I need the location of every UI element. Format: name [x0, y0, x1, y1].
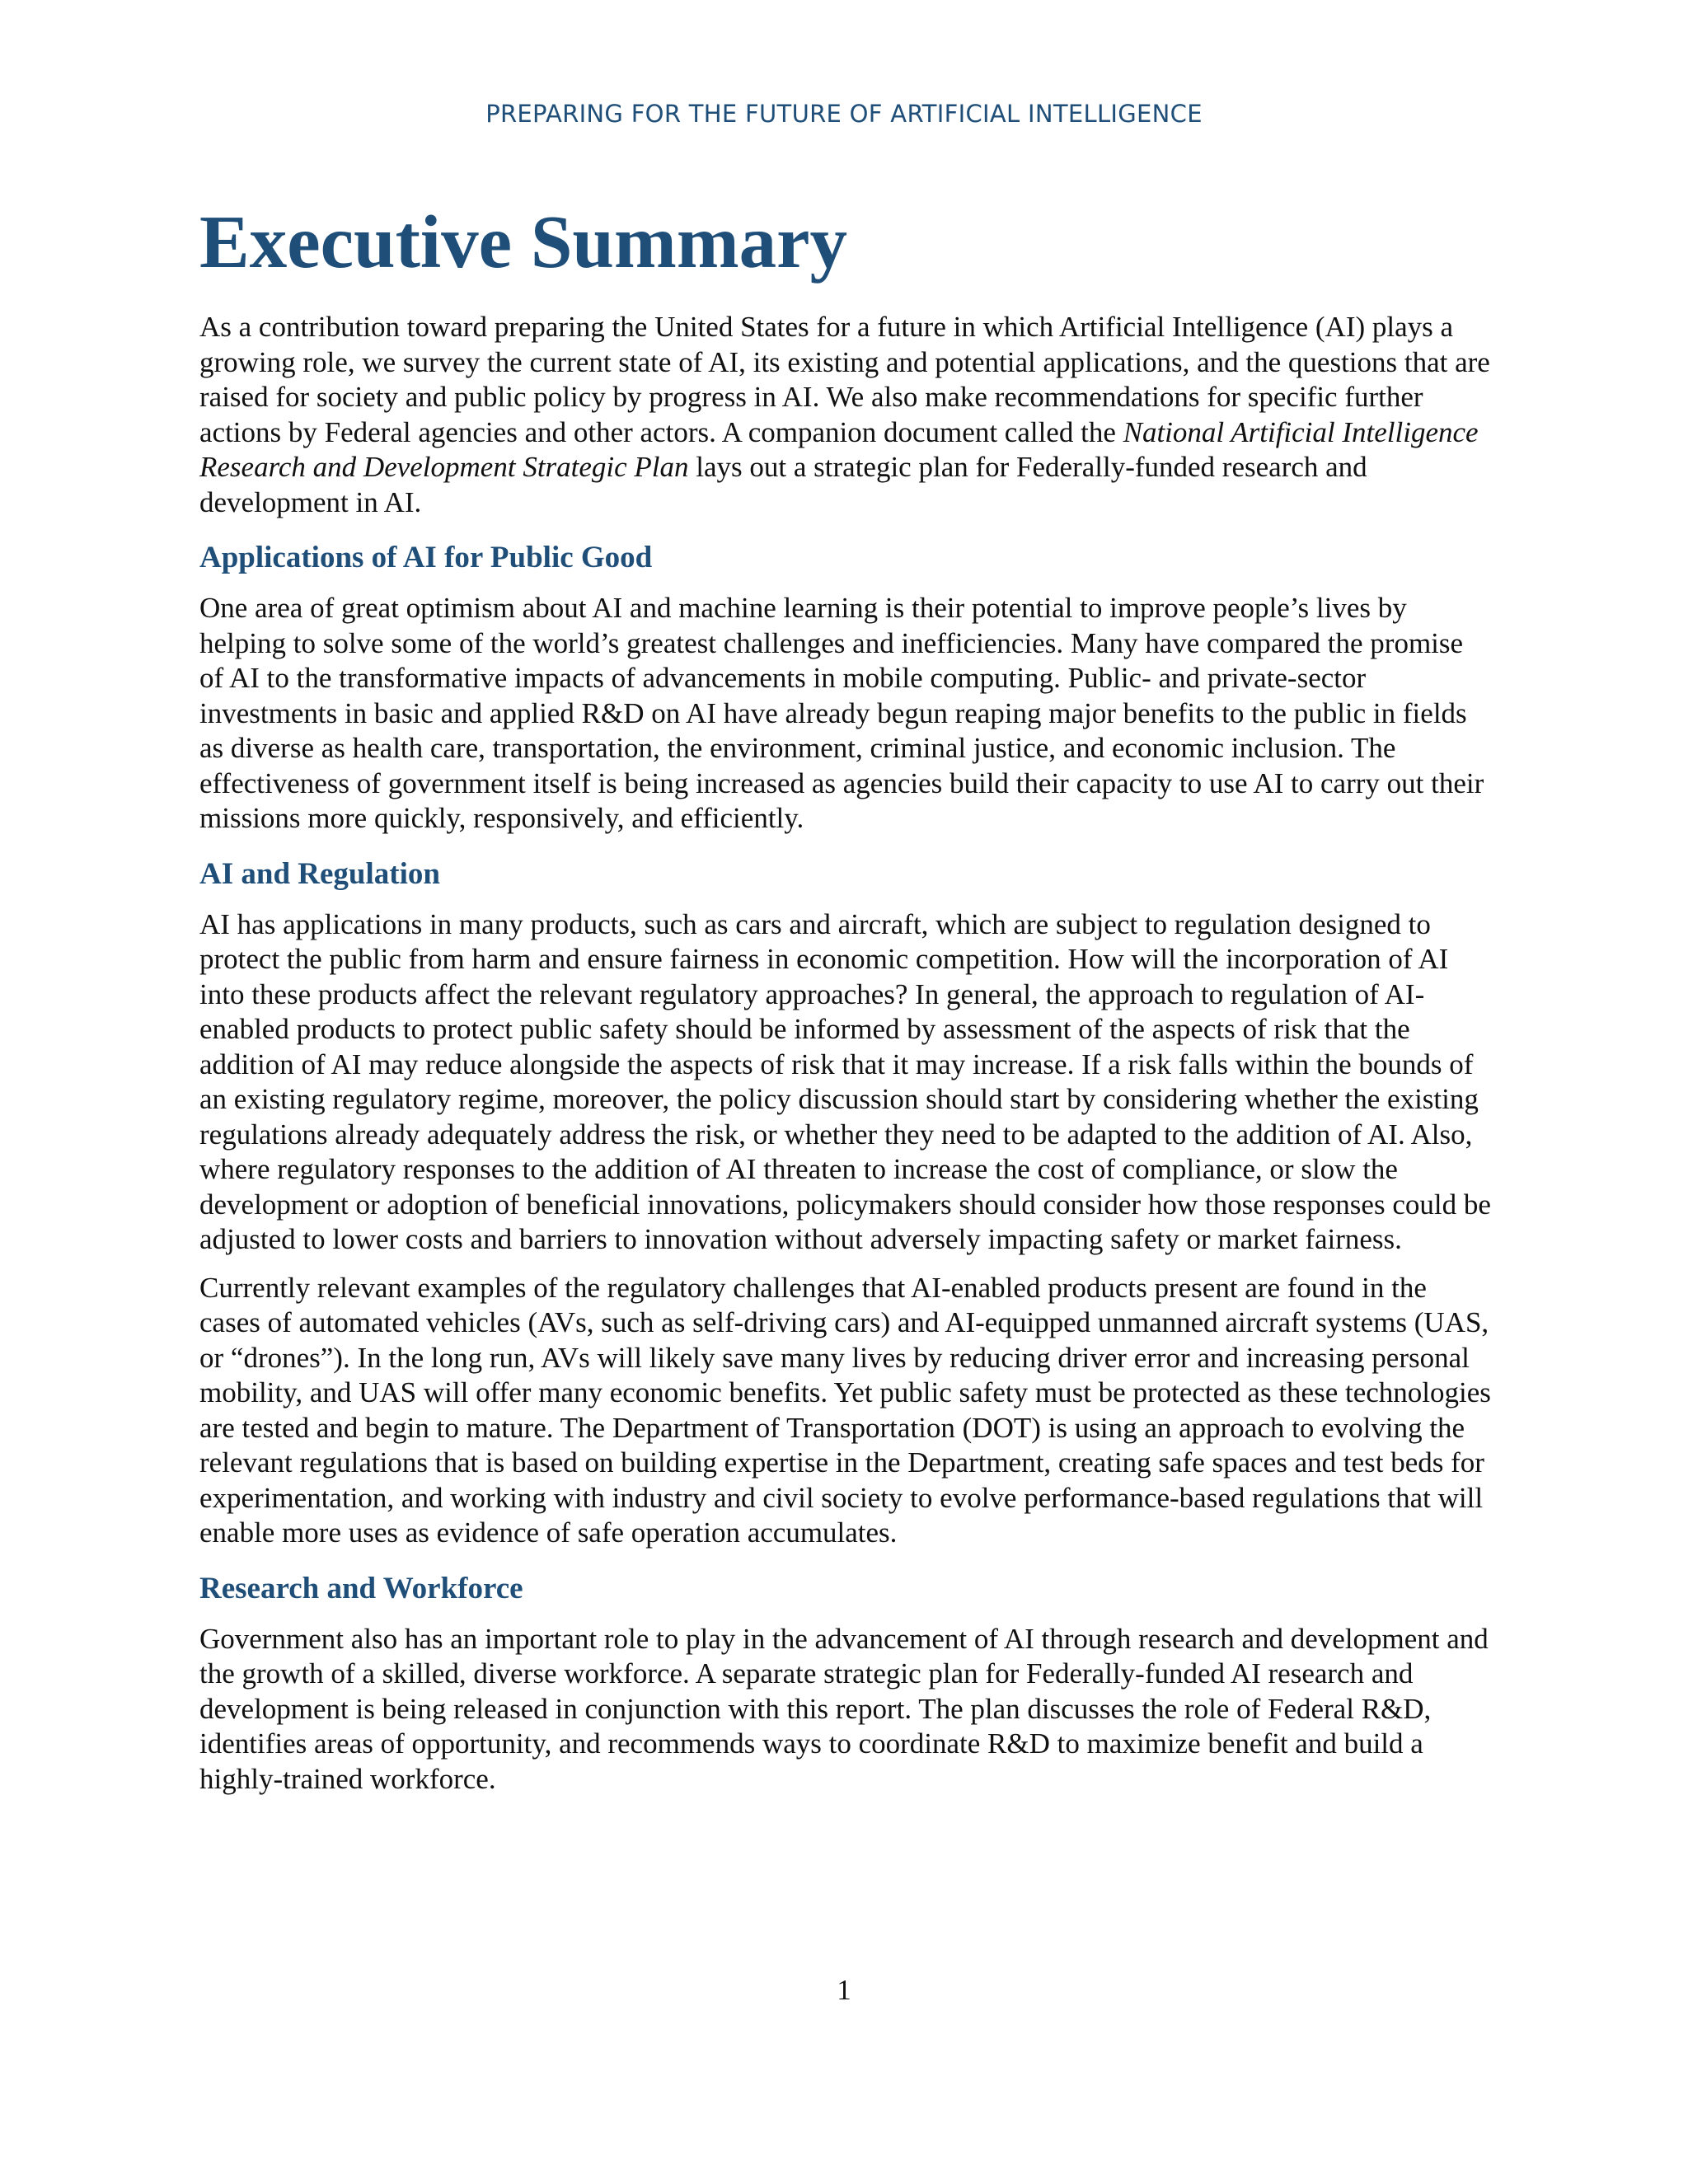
running-header: PREPARING FOR THE FUTURE OF ARTIFICIAL INTELLIGENCE [485, 100, 1203, 128]
public-good-paragraph: One area of great optimism about AI and machine learning is their potential to improve people’s lives by helping to solve some of the world’s greatest challenges and inefficiencies. Many have compared the promise of AI to the transformative impacts of advancements in mobile computing. Public- and private-sector investments in basic and applied R&D on AI have already begun reaping major benefits to the public in fields as diverse as health care, transportation, the environment, criminal justice, and economic inclusion. The effectiveness of government itself is being increased as agencies build their capacity to use AI to carry out their missions more quickly, responsively, and efficiently. [199, 592, 1484, 834]
section-heading-research-workforce: Research and Workforce [199, 1571, 523, 1605]
regulation-paragraph-2: Currently relevant examples of the regulatory challenges that AI-enabled products present are found in the cases of automated vehicles (AVs, such as self-driving cars) and AI-equipped unmanned aircraft systems (UAS, or “drones”). In the long run, AVs will likely save many lives by reducing driver error and increasing personal mobility, and UAS will offer many economic benefits. Yet public safety must be protected as these technologies are tested and begin to mature. The Department of Transportation (DOT) is using an approach to evolving the relevant regulations that is based on building expertise in the Department, creating safe spaces and test beds for experimentation, and working with industry and civil society to evolve performance-based regulations that will enable more uses as evidence of safe operation accumulates. [199, 1271, 1491, 1549]
intro-text-start: As a contribution toward preparing the United States for a future in which Artificial Intelligence (AI) plays a growing role, we survey the current state of AI, its existing and potential applications, and the questions that are raised for society and public policy by progress in AI. We also make recommendations for specific further actions by Federal agencies and other actors. A companion document called the [199, 311, 1490, 448]
strategic-plan-title: National Artificial Intelligence Research and Development Strategic Plan [199, 415, 1479, 483]
section-heading-public-good: Applications of AI for Public Good [199, 541, 653, 574]
regulation-paragraph-1: AI has applications in many products, such as cars and aircraft, which are subject to regulation designed to protect the public from harm and ensure fairness in economic competition. How will the incorporation of AI into these products affect the relevant regulatory approaches? In general, the approach to regulation of AI-enabled products to protect public safety should be informed by assessment of the aspects of risk that the addition of AI may reduce alongside the aspects of risk that it may increase. If a risk falls within the bounds of an existing regulatory regime, moreover, the policy discussion should start by considering whether the existing regulations already adequately address the risk, or whether they need to be adapted to the addition of AI. Also, where regulatory responses to the addition of AI threaten to increase the cost of compliance, or slow the development or adoption of beneficial innovations, policymakers should consider how those responses could be adjusted to lower costs and barriers to innovation without adversely impacting safety or market fairness. [199, 907, 1491, 1255]
page-content [199, 196, 1492, 1810]
research-workforce-paragraph: Government also has an important role to play in the advancement of AI through research and development and the growth of a skilled, diverse workforce. A separate strategic plan for Federally-funded AI research and development is being released in conjunction with this report. The plan discusses the role of Federal R&D, identifies areas of opportunity, and recommends ways to coordinate R&D to maximize benefit and build a highly-trained workforce. [199, 1622, 1489, 1795]
section-heading-regulation: AI and Regulation [199, 856, 440, 891]
intro-text-end: lays out a strategic plan for Federally-funded research and development in AI. [199, 451, 1367, 518]
page-title: Executive Summary [199, 200, 848, 284]
page-number: 1 [837, 1974, 851, 2006]
intro-paragraph [199, 310, 1492, 520]
